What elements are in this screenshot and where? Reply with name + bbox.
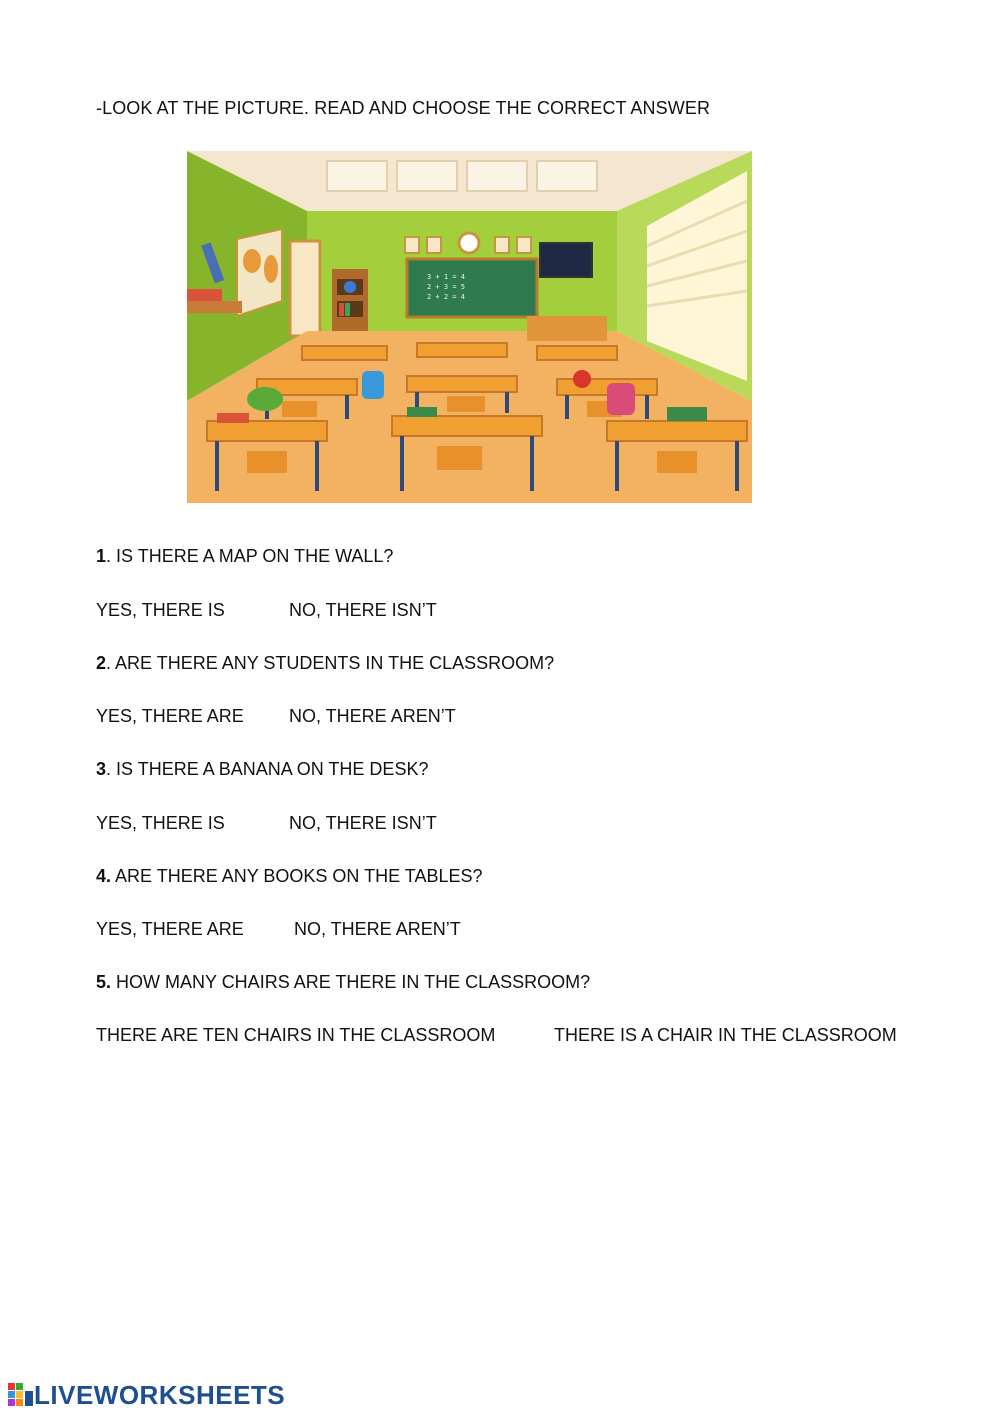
svg-text:3 + 1 = 4: 3 + 1 = 4 xyxy=(427,273,465,281)
question-5: 5. HOW MANY CHAIRS ARE THERE IN THE CLASSROOM? xyxy=(96,972,591,992)
option-no[interactable]: NO, THERE AREN’T xyxy=(294,919,461,939)
svg-text:2 + 2 = 4: 2 + 2 = 4 xyxy=(427,293,465,301)
wall-clock xyxy=(459,233,479,253)
instruction-text: -LOOK AT THE PICTURE. READ AND CHOOSE THE CORRECT ANSWER xyxy=(96,98,711,118)
option-yes[interactable]: YES, THERE ARE xyxy=(96,706,244,726)
option-yes[interactable]: YES, THERE IS xyxy=(96,813,225,833)
chalkboard xyxy=(407,259,537,317)
classroom-illustration xyxy=(187,151,752,503)
option-yes[interactable]: YES, THERE IS xyxy=(96,600,225,620)
question-2: 2. ARE THERE ANY STUDENTS IN THE CLASSROOM? xyxy=(96,653,555,673)
option-yes[interactable]: YES, THERE ARE xyxy=(96,919,244,939)
liveworksheets-logo[interactable] xyxy=(8,1381,285,1409)
option-ten-chairs[interactable]: THERE ARE TEN CHAIRS IN THE CLASSROOM xyxy=(96,1025,496,1045)
world-map xyxy=(237,229,282,316)
option-no[interactable]: NO, THERE AREN’T xyxy=(289,706,456,726)
question-4: 4. ARE THERE ANY BOOKS ON THE TABLES? xyxy=(96,866,483,886)
door xyxy=(290,241,320,336)
option-a-chair[interactable]: THERE IS A CHAIR IN THE CLASSROOM xyxy=(554,1025,897,1045)
svg-text:2 + 3 = 5: 2 + 3 = 5 xyxy=(427,283,465,291)
blocks-icon xyxy=(8,1383,34,1407)
question-1: 1. IS THERE A MAP ON THE WALL? xyxy=(96,546,394,566)
option-no[interactable]: NO, THERE ISN’T xyxy=(289,813,437,833)
brand-name: LIVEWORKSHEETS xyxy=(34,1379,286,1410)
question-3: 3. IS THERE A BANANA ON THE DESK? xyxy=(96,759,429,779)
tv-screen xyxy=(540,243,592,277)
option-no[interactable]: NO, THERE ISN’T xyxy=(289,600,437,620)
bookshelf xyxy=(332,269,368,339)
